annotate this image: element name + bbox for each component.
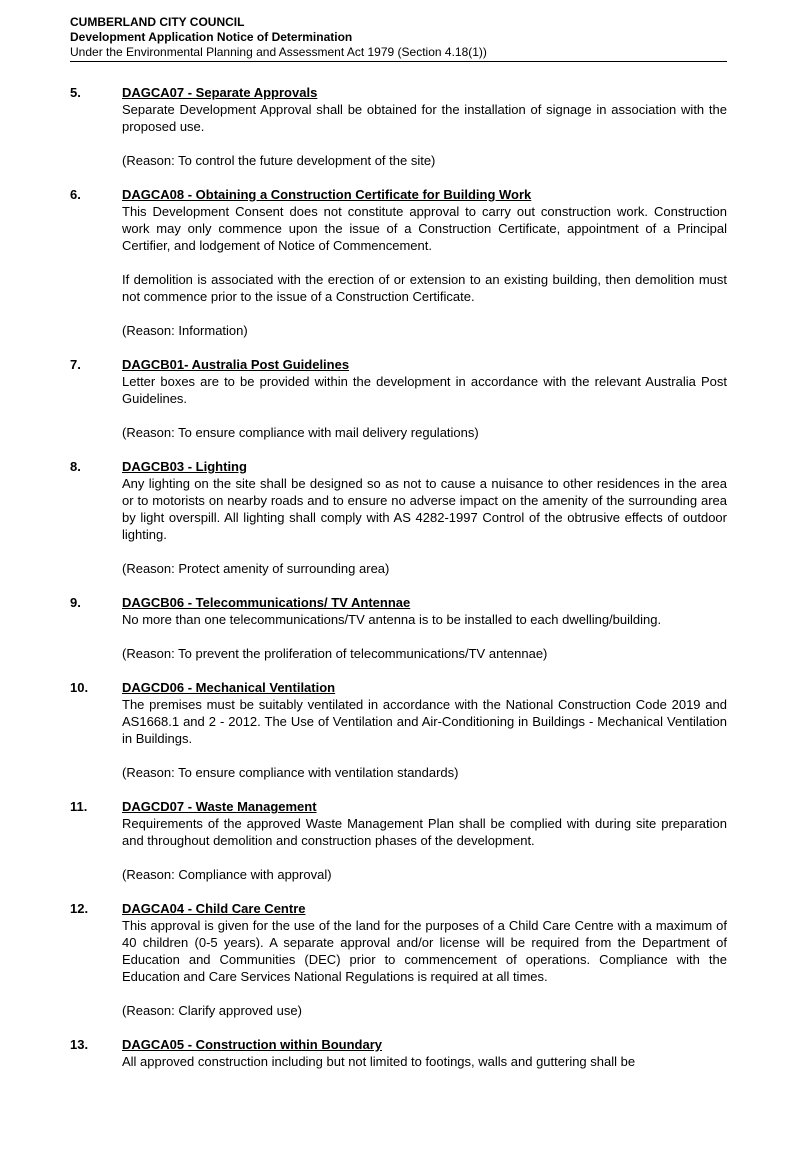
condition-text: No more than one telecommunications/TV antenna is to be installed to each dwelling/building. bbox=[122, 612, 662, 627]
condition-title: DAGCA05 - Construction within Boundary bbox=[122, 1037, 382, 1052]
council-name: CUMBERLAND CITY COUNCIL bbox=[70, 15, 245, 29]
condition-text: Any lighting on the site shall be designed so as not to cause a nuisance to other residences in the area or to motorists on nearby roads and to ensure no adverse impact on the amenity of the surrounding area by light overspill. All lighting shall comply with AS 4282-1997 Control of the obtrusive effects of outdoor lighting. bbox=[122, 476, 727, 542]
condition-reason: (Reason: Clarify approved use) bbox=[122, 1003, 302, 1018]
condition-text: This approval is given for the use of the land for the purposes of a Child Care Centre with a maximum of 40 children (0-5 years). A separate approval and/or license will be required from the Department of Education and Communities (DEC) prior to commencement of operations. Compliance with the Education and Care Services National Regulations is required at all times. bbox=[122, 918, 727, 984]
condition-item bbox=[70, 679, 727, 781]
condition-number: 8. bbox=[70, 459, 81, 474]
condition-reason: (Reason: Protect amenity of surrounding area) bbox=[122, 561, 390, 576]
condition-title: DAGCA08 - Obtaining a Construction Certificate for Building Work bbox=[122, 187, 532, 202]
condition-text: Separate Development Approval shall be obtained for the installation of signage in association with the proposed use. bbox=[122, 102, 727, 134]
condition-number: 12. bbox=[70, 901, 89, 916]
condition-text: The premises must be suitably ventilated in accordance with the National Construction Code 2019 and AS1668.1 and 2 - 2012. The Use of Ventilation and Air-Conditioning in Buildings - Mechanical Ventilation in Buildings. bbox=[122, 697, 727, 746]
conditions-list bbox=[70, 84, 727, 1087]
condition-title: DAGCB06 - Telecommunications/ TV Antennae bbox=[122, 595, 411, 610]
condition-number: 10. bbox=[70, 680, 89, 695]
condition-item bbox=[70, 458, 727, 577]
condition-item bbox=[70, 84, 727, 169]
condition-text: This Development Consent does not constitute approval to carry out construction work. Construction work may only commence upon the issue of a Construction Certificate, appointment of a Principal Certifier, and lodgement of Notice of Commencement. bbox=[122, 204, 727, 253]
condition-title: DAGCB01- Australia Post Guidelines bbox=[122, 357, 350, 372]
condition-number: 13. bbox=[70, 1037, 89, 1052]
condition-reason: (Reason: To control the future development of the site) bbox=[122, 153, 436, 168]
condition-reason: (Reason: To prevent the proliferation of telecommunications/TV antennae) bbox=[122, 646, 548, 661]
condition-reason: (Reason: Compliance with approval) bbox=[122, 867, 332, 882]
condition-item bbox=[70, 900, 727, 1019]
condition-item bbox=[70, 186, 727, 339]
legislation-reference: Under the Environmental Planning and Assessment Act 1979 (Section 4.18(1)) bbox=[70, 45, 487, 59]
condition-number: 7. bbox=[70, 357, 81, 372]
condition-reason: (Reason: Information) bbox=[122, 323, 248, 338]
condition-reason: (Reason: To ensure compliance with mail delivery regulations) bbox=[122, 425, 479, 440]
condition-number: 9. bbox=[70, 595, 81, 610]
condition-text: All approved construction including but not limited to footings, walls and guttering shall be bbox=[122, 1054, 636, 1069]
condition-number: 6. bbox=[70, 187, 81, 202]
condition-title: DAGCA04 - Child Care Centre bbox=[122, 901, 306, 916]
condition-text: Letter boxes are to be provided within the development in accordance with the relevant Australia Post Guidelines. bbox=[122, 374, 727, 406]
condition-title: DAGCD07 - Waste Management bbox=[122, 799, 317, 814]
condition-title: DAGCD06 - Mechanical Ventilation bbox=[122, 680, 336, 695]
condition-text: If demolition is associated with the erection of or extension to an existing building, then demolition must not commence prior to the issue of a Construction Certificate. bbox=[122, 272, 727, 304]
condition-number: 5. bbox=[70, 85, 81, 100]
condition-title: DAGCA07 - Separate Approvals bbox=[122, 85, 318, 100]
document-title: Development Application Notice of Determination bbox=[70, 30, 353, 44]
condition-number: 11. bbox=[70, 799, 88, 814]
condition-item bbox=[70, 1036, 727, 1070]
condition-item bbox=[70, 798, 727, 883]
condition-item bbox=[70, 356, 727, 441]
condition-text: Requirements of the approved Waste Management Plan shall be complied with during site preparation and throughout demolition and construction phases of the development. bbox=[122, 816, 727, 848]
document-header bbox=[70, 15, 727, 62]
condition-title: DAGCB03 - Lighting bbox=[122, 459, 247, 474]
condition-item bbox=[70, 594, 727, 662]
condition-reason: (Reason: To ensure compliance with ventilation standards) bbox=[122, 765, 459, 780]
